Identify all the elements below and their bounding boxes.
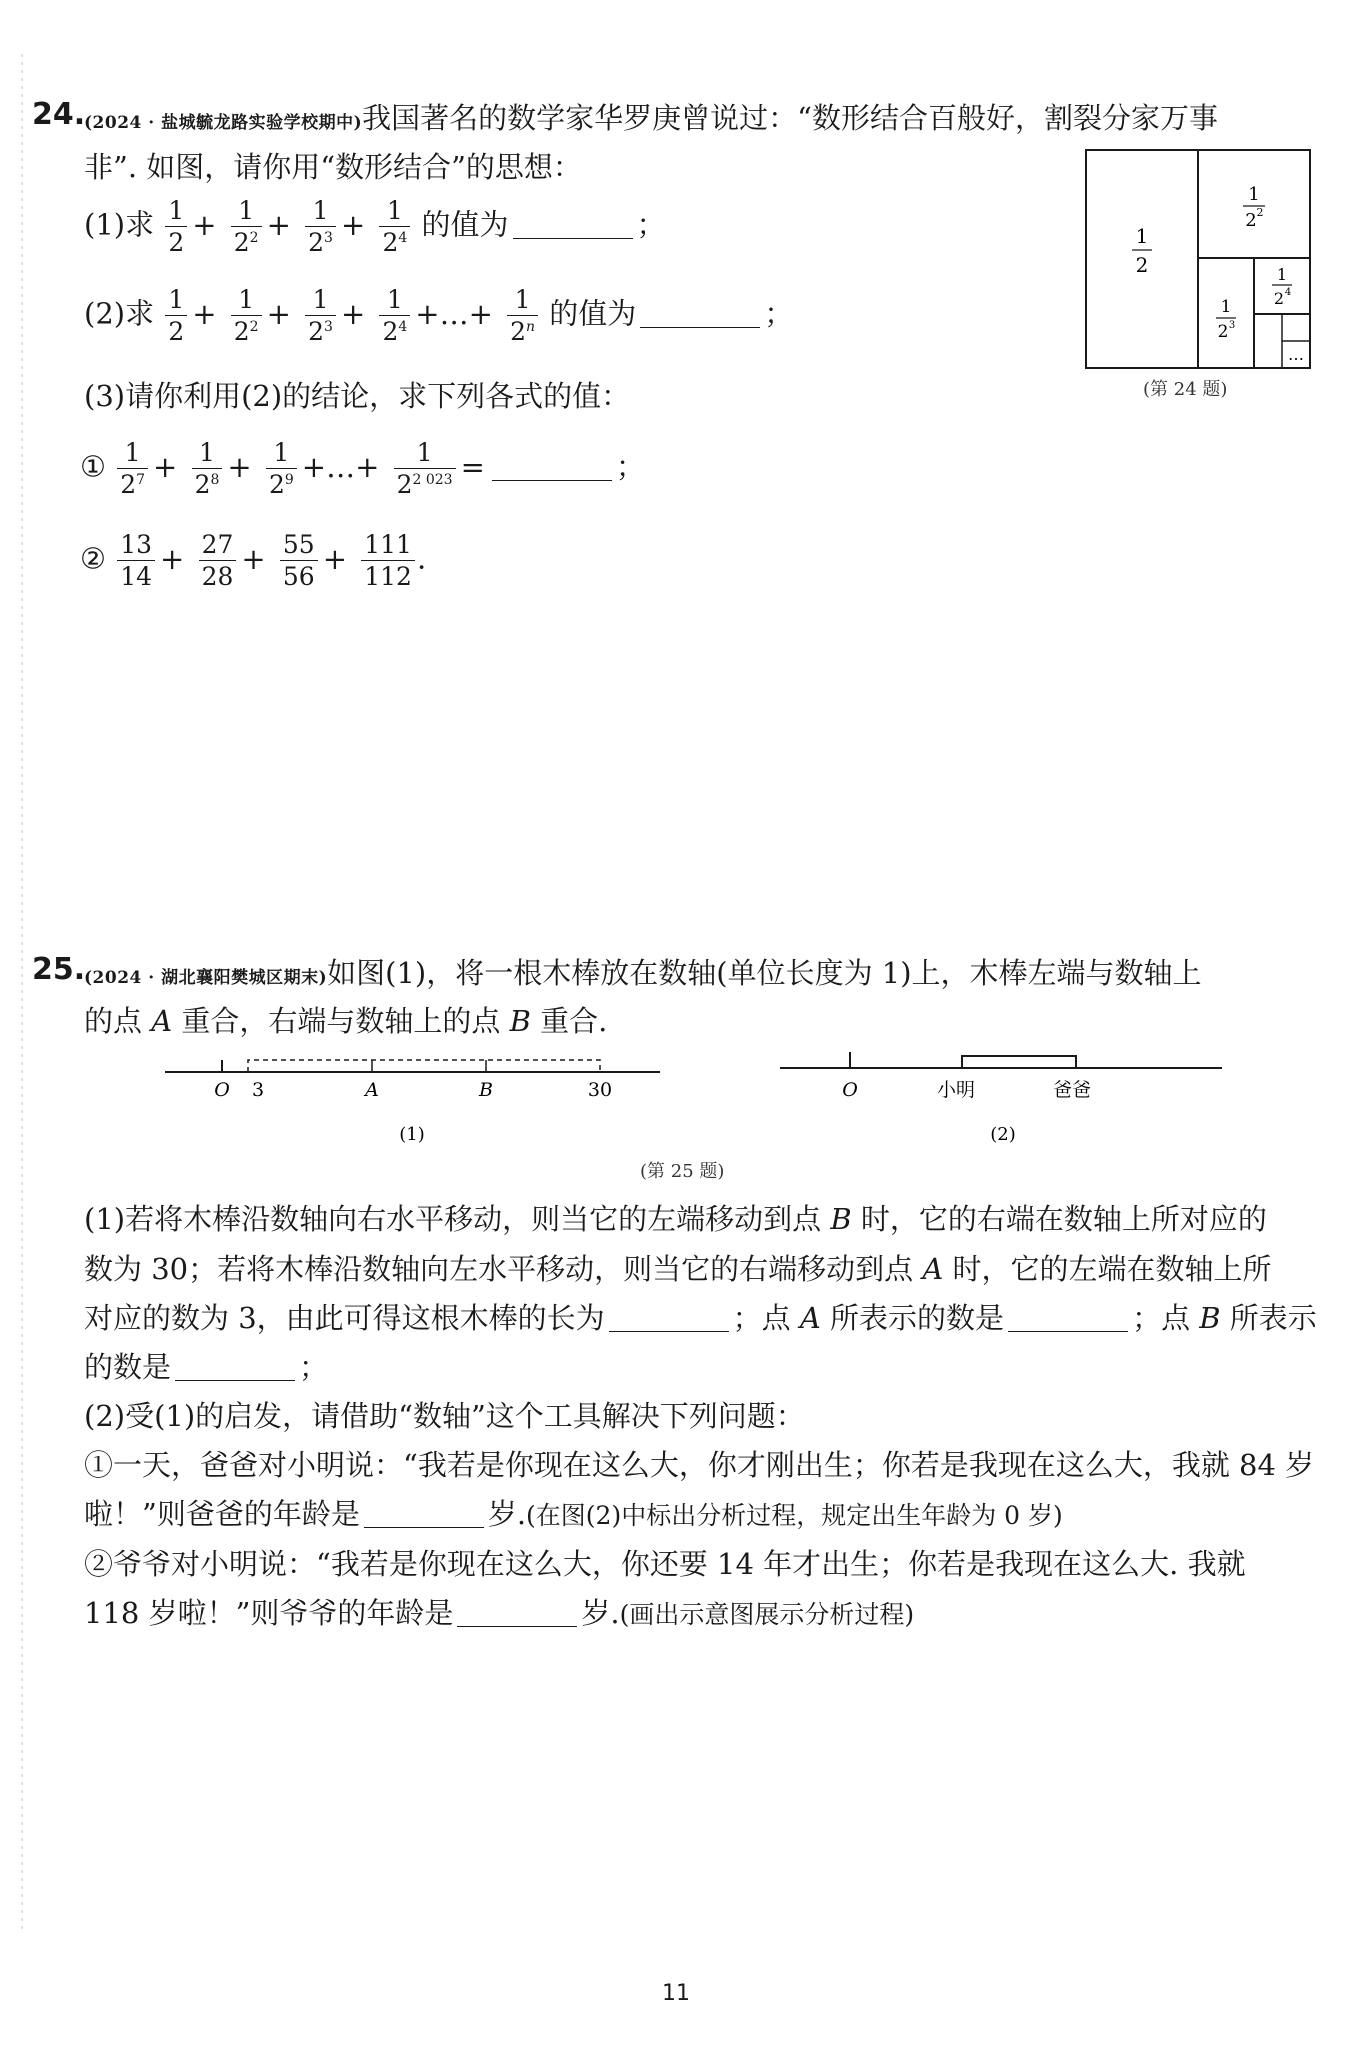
label-B: B [479, 1079, 493, 1101]
q24-figure [1084, 148, 1314, 374]
answer-blank[interactable] [364, 1501, 484, 1528]
q25-figure2 [778, 1048, 1228, 1148]
fraction: $\frac{1}{2}$ [165, 198, 187, 255]
stick-dashed [248, 1060, 600, 1072]
fraction: $\frac{1}{2^{2 023}}$ [394, 440, 456, 497]
fraction: $\frac{1}{2^3}$ [305, 198, 336, 255]
q25-number: 25. [32, 952, 86, 987]
q25-source: (2024 · 湖北襄阳樊城区期末) [84, 968, 328, 988]
fraction: $\frac{1}{2^8}$ [192, 440, 223, 497]
q25-part1-line3: 对应的数为 3，由此可得这根木棒的长为 ；点 A 所表示的数是 ；点 B 所表示 [84, 1301, 1317, 1335]
stick [962, 1056, 1076, 1068]
answer-blank[interactable] [492, 454, 612, 481]
fraction: $\frac{111}{112}$ [361, 532, 415, 589]
fig-label-sixteenth-den: 2 [1273, 289, 1285, 308]
fig-label-quarter-num: 1 [1248, 184, 1260, 205]
fraction: $\frac{1}{2^3}$ [305, 287, 336, 344]
q25-intro-line1: (2024 · 湖北襄阳樊城区期末)如图(1)，将一根木棒放在数轴(单位长度为 1)上，木棒左端与数轴上 [84, 956, 1202, 990]
fig-dots: … [1288, 345, 1304, 364]
fraction: $\frac{27}{28}$ [199, 532, 237, 589]
q25-part1-line1: (1)若将木棒沿数轴向右水平移动，则当它的左端移动到点 B 时，它的右端在数轴上所对应的 [84, 1202, 1267, 1236]
label-30: 30 [587, 1079, 613, 1101]
q25-sub1-line2: 啦！”则爸爸的年龄是 岁.(在图(2)中标出分析过程，规定出生年龄为 0 岁) [84, 1497, 1063, 1531]
fig-label-eighth-exp: 3 [1228, 320, 1236, 331]
answer-blank[interactable] [640, 301, 760, 328]
q24-part2: (2)求 $\frac{1}{2}$ + $\frac{1}{2^2}$ + $\frac{1}{2^3}$ + $\frac{1}{2^4}$ +…+ $\frac{1}{2^n}$ 的值为 ； [84, 285, 794, 346]
q25-figure1 [160, 1048, 670, 1148]
label-O: O [842, 1079, 858, 1101]
label-baba: 爸爸 [1052, 1079, 1092, 1101]
fraction: $\frac{1}{2^2}$ [231, 198, 262, 255]
label-3: 3 [251, 1079, 265, 1101]
q24-intro-line2: 非”. 如图，请你用“数形结合”的思想： [84, 150, 582, 184]
answer-blank[interactable] [457, 1600, 577, 1627]
answer-blank[interactable] [609, 1305, 729, 1332]
fig-label-quarter-den: 2 [1245, 210, 1257, 231]
label-O: O [214, 1079, 230, 1101]
q25-figure-caption: (第 25 题) [640, 1161, 725, 1182]
fig-label-half-num: 1 [1135, 224, 1149, 248]
fraction: $\frac{13}{14}$ [117, 532, 155, 589]
fig-label-eighth-den: 2 [1217, 322, 1229, 342]
fraction: $\frac{1}{2}$ [165, 287, 187, 344]
q25-sub2-line1: ②爷爷对小明说：“我若是你现在这么大，你还要 14 年才出生；你若是我现在这么大. 我就 [84, 1547, 1246, 1581]
q24-intro-line1: (2024 · 盐城毓龙路实验学校期中)我国著名的数学家华罗庚曾说过：“数形结合百般好，割裂分家万事 [84, 101, 1218, 135]
q24-figure-caption: (第 24 题) [1143, 379, 1228, 400]
fraction: $\frac{1}{2^9}$ [266, 440, 297, 497]
fraction: $\frac{55}{56}$ [280, 532, 318, 589]
page-number: 11 [662, 1981, 690, 2006]
fig-label-sixteenth-exp: 4 [1284, 287, 1292, 298]
fig-label-sixteenth-num: 1 [1276, 265, 1288, 284]
label-A: A [365, 1079, 379, 1101]
fraction: $\frac{1}{2^4}$ [379, 287, 410, 344]
fraction: $\frac{1}{2^7}$ [117, 440, 148, 497]
answer-blank[interactable] [1008, 1305, 1128, 1332]
q25-part2: (2)受(1)的启发，请借助“数轴”这个工具解决下列问题： [84, 1399, 805, 1433]
fraction: $\frac{1}{2^n}$ [507, 287, 538, 344]
figure2-label: (2) [990, 1124, 1016, 1145]
q25-part1-line2: 数为 30；若将木棒沿数轴向左水平移动，则当它的右端移动到点 A 时，它的左端在数轴上所 [84, 1252, 1272, 1286]
q24-item2: ② $\frac{13}{14}$ + $\frac{27}{28}$ + $\frac{55}{56}$ + $\frac{111}{112}$ . [80, 530, 427, 591]
q25-sub2-line2: 118 岁啦！”则爷爷的年龄是 岁.(画出示意图展示分析过程) [84, 1596, 915, 1630]
q25-part1-line4: 的数是 ； [84, 1350, 329, 1384]
answer-blank[interactable] [175, 1354, 295, 1381]
q24-item1: ① $\frac{1}{2^7}$ + $\frac{1}{2^8}$ + $\frac{1}{2^9}$ +…+ $\frac{1}{2^{2 023}}$ = ； [80, 438, 645, 499]
fig-label-eighth-num: 1 [1220, 297, 1232, 317]
fig-label-half-den: 2 [1135, 253, 1149, 277]
q24-number: 24. [32, 97, 86, 132]
fig-label-quarter-exp: 2 [1256, 206, 1264, 219]
figure1-label: (1) [399, 1124, 425, 1145]
fraction: $\frac{1}{2^2}$ [231, 287, 262, 344]
q24-part1: (1)求 $\frac{1}{2}$ + $\frac{1}{2^2}$ + $\frac{1}{2^3}$ + $\frac{1}{2^4}$ 的值为 ； [84, 196, 666, 257]
q24-source: (2024 · 盐城毓龙路实验学校期中) [84, 113, 363, 133]
q25-intro-line2: 的点 A 重合，右端与数轴上的点 B 重合. [84, 1004, 608, 1038]
q25-sub1-line1: ①一天，爸爸对小明说：“我若是你现在这么大，你才刚出生；你若是我现在这么大，我就 84 岁 [84, 1448, 1315, 1482]
label-xiaoming: 小明 [936, 1079, 976, 1101]
fraction: $\frac{1}{2^4}$ [379, 198, 410, 255]
q24-part3: (3)请你利用(2)的结论，求下列各式的值： [84, 379, 631, 413]
answer-blank[interactable] [513, 212, 633, 239]
